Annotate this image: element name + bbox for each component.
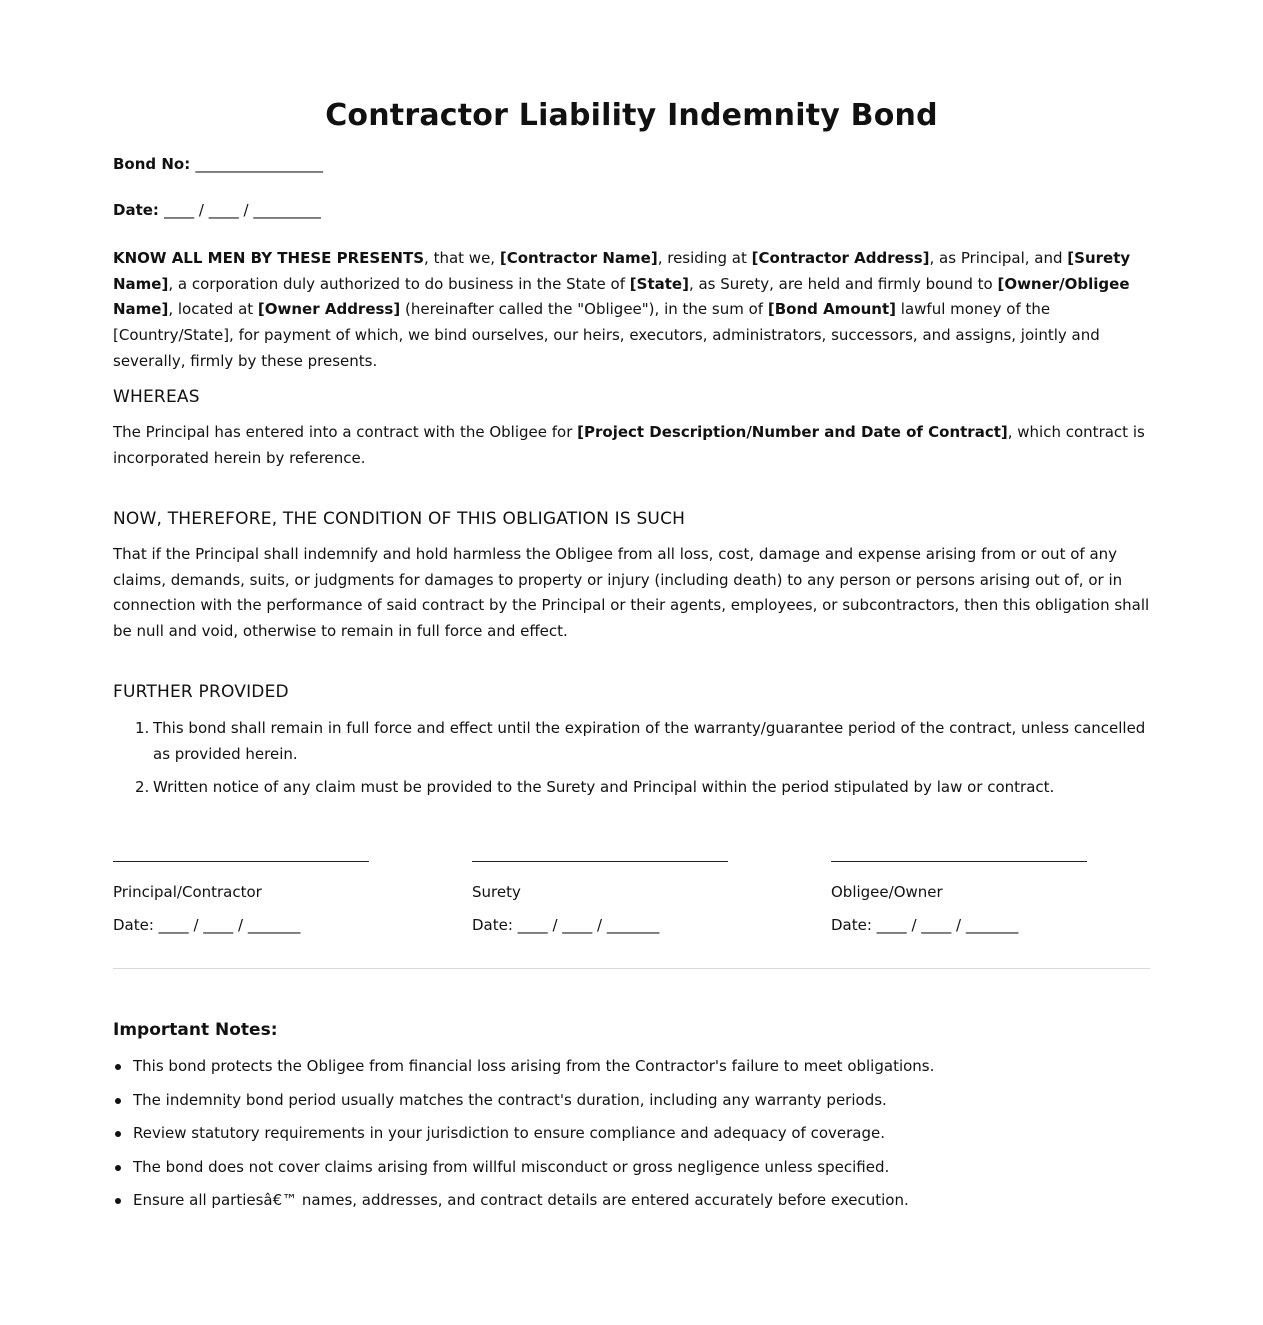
bond-date-field [113,199,321,221]
intro-text: lawful money of the [Country/State], for payment of which, we bind ourselves, our heirs, executors, administrators, successors, and assigns, jointly and severally, firmly by these presents. [113,300,1100,370]
whereas-text: The Principal has entered into a contract with the Obligee for [113,423,578,441]
intro-paragraph [113,246,1150,375]
provision-number: 2. [135,778,150,797]
bullet-icon [115,1131,121,1137]
signature-block-obligee [831,845,1087,936]
signature-role: Principal/Contractor [113,883,262,901]
note-item [113,1088,1150,1114]
condition-paragraph: That if the Principal shall indemnify and hold harmless the Obligee from all loss, cost, damage and expense arising from or out of any claims, demands, suits, or judgments for damages to property or injury (including death) to any person or persons arising out of, or in connection with the performance of said contract by the Principal or their agents, employees, or subcontractors, then this obligation shall be null and void, otherwise to remain in full force and effect. [113,545,1150,641]
further-provided-heading: FURTHER PROVIDED [113,682,289,702]
signature-line [831,861,1087,862]
intro-text: , residing at [657,249,752,267]
condition-heading: NOW, THEREFORE, THE CONDITION OF THIS OBLIGATION IS SUCH [113,509,686,529]
intro-text: , as Principal, and [929,249,1068,267]
signature-line [472,861,728,862]
whereas-text: , which contract is incorporated herein by reference. [113,423,1145,467]
intro-text: , a corporation duly authorized to do business in the State of [168,274,630,293]
intro-text: (hereinafter called the "Obligee"), in the sum of [400,300,768,319]
bullet-icon [115,1198,121,1204]
intro-text: , as Surety, are held and firmly bound to [688,274,998,293]
note-item [113,1155,1150,1181]
signature-date: Date: ____ / ____ / _______ [831,916,1019,934]
note-item [113,1188,1150,1214]
provision-number: 1. [135,719,150,737]
whereas-paragraph [113,420,1150,471]
placeholder-owner-address: [Owner Address] [257,300,401,319]
signature-date: Date: ____ / ____ / _______ [113,916,301,934]
note-item [113,1054,1150,1080]
placeholder-surety-name: [Surety Name] [113,249,1131,293]
signature-block-surety [472,845,728,936]
intro-text: , located at [168,300,258,319]
placeholder-state: [State] [629,274,689,293]
signature-block-principal [113,845,369,936]
bond-number-label: Bond No: [113,155,191,173]
note-text: The bond does not cover claims arising from willful misconduct or gross negligence unless specified. [133,1157,890,1176]
provision-item [113,775,1150,801]
bond-date-label: Date: [113,201,159,219]
whereas-heading: WHEREAS [113,387,200,407]
note-text: Review statutory requirements in your jurisdiction to ensure compliance and adequacy of coverage. [133,1124,885,1142]
bond-date-blank: ____ / ____ / _________ [164,201,321,219]
signature-role: Obligee/Owner [831,883,943,901]
note-text: The indemnity bond period usually matches the contract's duration, including any warranty periods. [133,1090,887,1109]
provision-text: This bond shall remain in full force and effect until the expiration of the warranty/guarantee period of the contract, unless cancelled as provided herein. [153,719,1146,763]
provision-item [113,716,1150,767]
important-notes-list [113,1054,1150,1222]
bullet-icon [115,1165,121,1171]
signature-role: Surety [472,883,521,901]
provision-text: Written notice of any claim must be provided to the Surety and Principal within the period stipulated by law or contract. [153,778,1055,797]
signature-date: Date: ____ / ____ / _______ [472,916,660,934]
placeholder-contractor-address: [Contractor Address] [751,249,930,267]
intro-text: , that we, [424,249,500,267]
important-notes-heading: Important Notes: [113,1020,278,1040]
bond-number-field [113,153,323,175]
bullet-icon [115,1064,121,1070]
placeholder-contractor-name: [Contractor Name] [499,249,658,267]
note-text: This bond protects the Obligee from financial loss arising from the Contractor's failure to meet obligations. [133,1057,935,1075]
note-item [113,1121,1150,1147]
bond-number-blank: _________________ [195,155,323,173]
section-divider [113,968,1150,969]
document-title: Contractor Liability Indemnity Bond [325,98,938,133]
placeholder-obligee-name: [Owner/Obligee Name] [113,274,1130,319]
placeholder-bond-amount: [Bond Amount] [767,300,897,319]
note-text: Ensure all partiesâ€™ names, addresses, and contract details are entered accurately before execution. [133,1191,909,1209]
provisions-list [113,716,1150,809]
intro-presents: KNOW ALL MEN BY THESE PRESENTS [113,249,425,267]
bullet-icon [115,1098,121,1104]
placeholder-project-description: [Project Description/Number and Date of Contract] [577,423,1008,441]
signature-line [113,861,369,862]
